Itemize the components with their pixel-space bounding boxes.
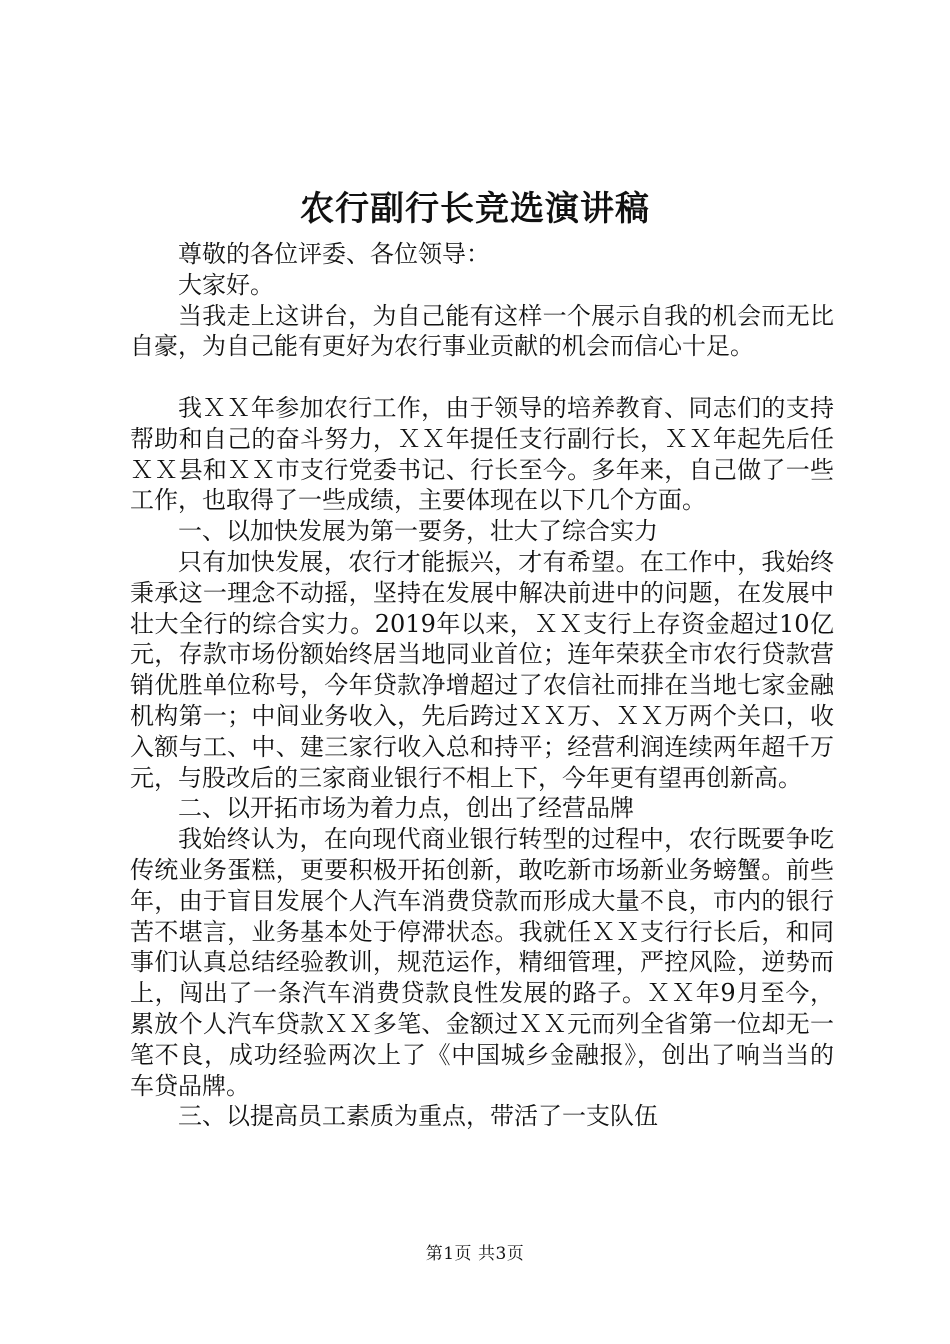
section-heading-2: 二、以开拓市场为着力点，创出了经营品牌 [178, 794, 634, 823]
section-heading-1: 一、以加快发展为第一要务，壮大了综合实力 [178, 517, 658, 546]
section-2-paragraph: 我始终认为，在向现代商业银行转型的过程中，农行既要争吃传统业务蛋糕，更要积极开拓创新，敢吃新市场新业务螃蟹。前些年，由于盲目发展个人汽车消费贷款而形成大量不良，市内的银行苦不堪言，业务基本处于停滞状态。我就任ＸＸ支行行长后，和同事们认真总结经验教训，规范运作，精细管理，严控风险，逆势而上，闯出了一条汽车消费贷款良性发展的路子。ＸＸ年9月至今，累放个人汽车贷款ＸＸ多笔、金额过ＸＸ元而列全省第一位却无一笔不良，成功经验两次上了《中国城乡金融报》，创出了响当当的车贷品牌。 [130, 825, 834, 1100]
opening-paragraph: 当我走上这讲台，为自己能有这样一个展示自我的机会而无比自豪，为自己能有更好为农行事业贡献的机会而信心十足。 [130, 301, 834, 361]
salutation-paragraph: 尊敬的各位评委、各位领导： [178, 240, 490, 268]
page-footer: 第1页 共3页 [425, 1244, 525, 1264]
section-heading-3: 三、以提高员工素质为重点，带活了一支队伍 [178, 1102, 658, 1131]
background-paragraph: 我ＸＸ年参加农行工作，由于领导的培养教育、同志们的支持帮助和自己的奋斗努力，ＸＸ年提任支行副行长，ＸＸ年起先后任ＸＸ县和ＸＸ市支行党委书记、行长至今。多年来，自己做了一些工作，也取得了一些成绩，主要体现在以下几个方面。 [130, 393, 834, 515]
section-1-paragraph: 只有加快发展，农行才能振兴，才有希望。在工作中，我始终秉承这一理念不动摇，坚持在发展中解决前进中的问题，在发展中壮大全行的综合实力。2019年以来，ＸＸ支行上存资金超过10亿元，存款市场份额始终居当地同业首位；连年荣获全市农行贷款营销优胜单位称号，今年贷款净增超过了农信社而排在当地七家金融机构第一；中间业务收入，先后跨过ＸＸ万、ＸＸ万两个关口，收入额与工、中、建三家行收入总和持平；经营利润连续两年超千万元，与股改后的三家商业银行不相上下，今年更有望再创新高。 [130, 547, 834, 792]
greeting-paragraph: 大家好。 [178, 270, 274, 299]
document-title: 农行副行长竞选演讲稿 [300, 189, 650, 229]
document-body [130, 239, 834, 1132]
